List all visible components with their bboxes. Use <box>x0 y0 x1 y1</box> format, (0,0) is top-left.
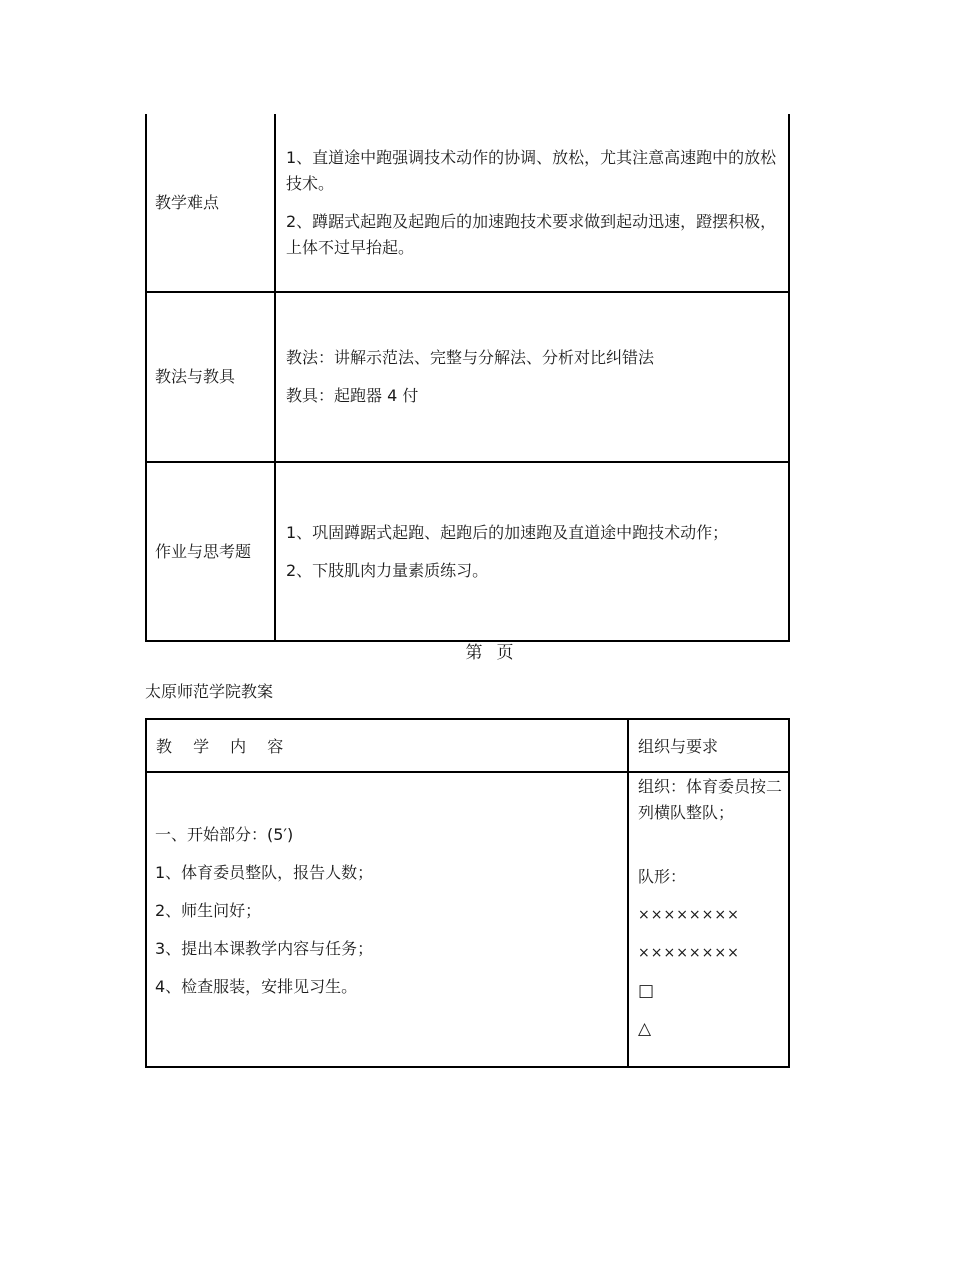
triangle-icon: △ <box>638 1019 652 1039</box>
lesson-plan-table <box>145 718 790 1068</box>
row-content-methods <box>275 292 789 462</box>
text-line: 1、直道途中跑强调技术动作的协调、放松，尤其注意高速跑中的放松技术。 <box>286 147 777 193</box>
header-organization: 组织与要求 <box>628 719 789 772</box>
text-line: 一、开始部分：(5′) <box>155 825 294 844</box>
text-line: 2、蹲踞式起跑及起跑后的加速跑技术要求做到起动迅速，蹬摆积极，上体不过早抬起。 <box>286 211 777 257</box>
row-label-methods: 教法与教具 <box>146 292 275 462</box>
header-teaching-content: 教 学 内 容 <box>146 719 628 772</box>
row-content-difficulty <box>275 114 789 292</box>
row-label-difficulty: 教学难点 <box>146 114 275 292</box>
formation-row: ×××××××× <box>638 907 740 923</box>
lesson-info-table <box>145 114 790 642</box>
text-line: 1、体育委员整队，报告人数； <box>155 863 374 882</box>
table-header-row <box>146 719 789 772</box>
teaching-content-cell <box>146 772 628 1067</box>
teacher-square-icon: □ <box>638 981 655 1001</box>
text-line: 3、提出本课教学内容与任务； <box>155 939 374 958</box>
table-row <box>146 114 789 292</box>
text-line: 2、师生问好； <box>155 901 262 920</box>
formation-row: ×××××××× <box>638 945 740 961</box>
text-line: 教具：起跑器 4 付 <box>286 386 419 405</box>
page-number <box>0 642 979 664</box>
text-line: 教法：讲解示范法、完整与分解法、分析对比纠错法 <box>286 348 655 367</box>
row-label-homework: 作业与思考题 <box>146 462 275 641</box>
row-content-homework <box>275 462 789 641</box>
table-row <box>146 772 789 1067</box>
page-number-prefix: 第 <box>465 643 483 663</box>
table-row <box>146 462 789 641</box>
text-line: 1、巩固蹲踞式起跑、起跑后的加速跑及直道途中跑技术动作； <box>286 522 729 542</box>
school-title: 太原师范学院教案 <box>145 682 274 701</box>
formation-label: 队形： <box>638 867 687 886</box>
organization-text: 组织：体育委员按二列横队整队； <box>638 777 783 822</box>
page-number-suffix: 页 <box>496 643 514 663</box>
text-line: 2、下肢肌肉力量素质练习。 <box>286 560 489 580</box>
organization-cell <box>628 772 789 1067</box>
table-row <box>146 292 789 462</box>
text-line: 4、检查服装，安排见习生。 <box>155 977 358 996</box>
